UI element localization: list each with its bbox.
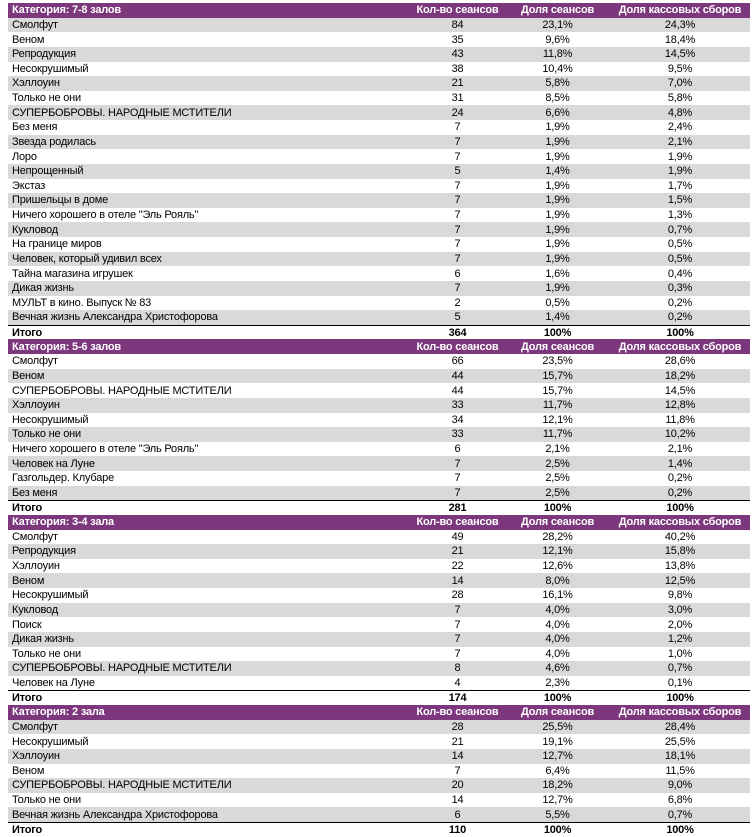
table-row[interactable]: [8, 135, 750, 150]
sessions-count-cell: 8: [454, 662, 461, 675]
movie-title-cell: На границе миров: [12, 238, 102, 251]
section-title: Категория: 7-8 залов: [12, 4, 121, 17]
sessions-share-cell: 9,6%: [545, 33, 570, 46]
table-row[interactable]: [8, 62, 750, 77]
total-row: [8, 500, 750, 515]
box-office-share-cell: 18,4%: [664, 33, 696, 46]
sessions-count-cell: 7: [454, 135, 461, 148]
sessions-count-cell: 7: [454, 603, 461, 616]
box-office-share-cell: 14,5%: [664, 384, 696, 397]
section-title: Категория: 2 зала: [12, 706, 105, 719]
sessions-count-cell: 21: [451, 545, 464, 558]
sessions-share-cell: 12,1%: [542, 413, 573, 426]
table-row[interactable]: [8, 237, 750, 252]
box-office-share-cell: 13,8%: [664, 560, 696, 573]
table-row[interactable]: [8, 764, 750, 779]
sessions-share-cell: 2,1%: [545, 443, 570, 456]
sessions-share-cell: 23,5%: [542, 355, 573, 368]
movie-title-cell: Несокрушимый: [12, 413, 89, 426]
box-office-share-cell: 12,5%: [664, 574, 696, 587]
box-office-share-cell: 0,4%: [667, 267, 693, 280]
total-sessions-share-cell: 100%: [543, 502, 572, 515]
sessions-count-cell: 7: [454, 618, 461, 631]
movie-title-cell: Веном: [12, 574, 45, 587]
sessions-share-cell: 19,1%: [542, 735, 573, 748]
box-office-share-cell: 4,8%: [667, 106, 693, 119]
sessions-share-cell: 1,9%: [545, 121, 570, 134]
box-office-share-cell: 7,0%: [667, 77, 693, 90]
sessions-count-cell: 7: [454, 179, 461, 192]
sessions-share-cell: 11,8%: [542, 48, 573, 61]
column-header-sessions: Кол-во сеансов: [416, 706, 499, 719]
sessions-count-cell: 33: [451, 428, 464, 441]
sessions-count-cell: 7: [454, 121, 461, 134]
movie-title-cell: Ничего хорошего в отеле "Эль Рояль": [12, 209, 199, 222]
sessions-share-cell: 1,9%: [545, 150, 570, 163]
movie-title-cell: Только не они: [12, 428, 81, 441]
table-row[interactable]: [8, 720, 750, 735]
sessions-count-cell: 7: [454, 252, 461, 265]
sessions-share-cell: 1,6%: [545, 267, 570, 280]
table-row[interactable]: [8, 632, 750, 647]
sessions-count-cell: 6: [454, 267, 461, 280]
total-label: Итого: [12, 502, 43, 515]
box-office-share-cell: 2,4%: [667, 121, 693, 134]
sessions-count-cell: 84: [451, 18, 464, 31]
table-row[interactable]: [8, 281, 750, 296]
sessions-share-cell: 0,5%: [545, 296, 570, 309]
table-row[interactable]: [8, 486, 750, 501]
sessions-count-cell: 14: [451, 574, 464, 587]
table-row[interactable]: [8, 676, 750, 691]
sessions-count-cell: 7: [454, 150, 461, 163]
sessions-share-cell: 5,8%: [545, 77, 570, 90]
total-sessions-cell: 364: [448, 326, 467, 339]
sessions-share-cell: 12,7%: [542, 750, 573, 763]
movie-title-cell: Несокрушимый: [12, 735, 89, 748]
sessions-count-cell: 7: [454, 194, 461, 207]
total-label: Итого: [12, 326, 43, 339]
table-row[interactable]: [8, 544, 750, 559]
sessions-count-cell: 24: [451, 106, 464, 119]
movie-title-cell: Дикая жизнь: [12, 633, 74, 646]
box-office-share-cell: 9,0%: [667, 779, 693, 792]
table-row[interactable]: [8, 749, 750, 764]
sessions-share-cell: 4,0%: [545, 603, 570, 616]
table-row[interactable]: [8, 793, 750, 808]
movie-title-cell: МУЛЬТ в кино. Выпуск № 83: [12, 296, 152, 309]
table-row[interactable]: [8, 573, 750, 588]
table-row[interactable]: [8, 47, 750, 62]
total-sessions-share-cell: 100%: [543, 326, 572, 339]
table-row[interactable]: [8, 18, 750, 33]
movie-title-cell: Смолфут: [12, 530, 58, 543]
sessions-share-cell: 6,6%: [545, 106, 570, 119]
sessions-count-cell: 7: [454, 223, 461, 236]
sessions-share-cell: 1,9%: [545, 252, 570, 265]
sessions-count-cell: 49: [451, 530, 464, 543]
sessions-share-cell: 1,9%: [545, 282, 570, 295]
movie-title-cell: Несокрушимый: [12, 589, 89, 602]
movie-title-cell: Дикая жизнь: [12, 282, 74, 295]
sessions-count-cell: 44: [451, 369, 464, 382]
table-row[interactable]: [8, 661, 750, 676]
column-header-sessions: Кол-во сеансов: [416, 4, 499, 17]
box-office-share-cell: 1,7%: [667, 179, 693, 192]
sessions-count-cell: 14: [451, 794, 464, 807]
box-office-share-cell: 1,9%: [667, 165, 693, 178]
table-row[interactable]: [8, 647, 750, 662]
movie-title-cell: Пришельцы в доме: [12, 194, 109, 207]
sessions-count-cell: 7: [454, 457, 461, 470]
sessions-count-cell: 33: [451, 399, 464, 412]
box-office-share-cell: 9,5%: [667, 62, 693, 75]
sessions-count-cell: 28: [451, 720, 464, 733]
total-box-office-share-cell: 100%: [666, 823, 694, 836]
box-office-share-cell: 1,2%: [667, 633, 693, 646]
sessions-count-cell: 34: [451, 413, 464, 426]
column-header-share-box-office: Доля кассовых сборов: [618, 706, 742, 719]
box-office-share-cell: 0,7%: [667, 223, 693, 236]
table-row[interactable]: [8, 617, 750, 632]
sessions-count-cell: 43: [451, 48, 464, 61]
box-office-share-cell: 2,0%: [667, 618, 693, 631]
movie-title-cell: Веном: [12, 764, 45, 777]
box-office-share-cell: 5,8%: [667, 92, 693, 105]
sessions-share-cell: 15,7%: [542, 369, 573, 382]
sessions-share-cell: 1,4%: [545, 311, 570, 324]
movie-title-cell: Хэллоуин: [12, 77, 60, 90]
section-header-row: [8, 515, 750, 530]
table-row[interactable]: [8, 179, 750, 194]
movie-title-cell: Хэллоуин: [12, 399, 60, 412]
movie-title-cell: Поиск: [12, 618, 42, 631]
movie-title-cell: Веном: [12, 369, 45, 382]
table-row[interactable]: [8, 559, 750, 574]
table-row[interactable]: [8, 456, 750, 471]
table-row[interactable]: [8, 442, 750, 457]
box-office-share-cell: 11,5%: [665, 764, 695, 777]
movie-title-cell: Ничего хорошего в отеле "Эль Рояль": [12, 443, 199, 456]
column-header-share-box-office: Доля кассовых сборов: [618, 516, 742, 529]
sessions-count-cell: 7: [454, 486, 461, 499]
sessions-share-cell: 28,2%: [542, 530, 573, 543]
sessions-share-cell: 23,1%: [542, 18, 573, 31]
box-office-share-cell: 0,7%: [667, 662, 693, 675]
movie-title-cell: Человек на Луне: [12, 677, 95, 690]
sessions-share-cell: 1,9%: [545, 209, 570, 222]
sessions-count-cell: 7: [454, 209, 461, 222]
sessions-count-cell: 20: [451, 779, 464, 792]
movie-title-cell: Только не они: [12, 794, 81, 807]
sessions-count-cell: 5: [454, 311, 461, 324]
sessions-share-cell: 25,5%: [542, 720, 573, 733]
total-box-office-share-cell: 100%: [666, 502, 694, 515]
movie-title-cell: Человек, который удивил всех: [12, 252, 162, 265]
box-office-share-cell: 11,8%: [665, 413, 695, 426]
box-office-share-cell: 40,2%: [664, 530, 696, 543]
box-office-share-cell: 14,5%: [664, 48, 696, 61]
box-office-share-cell: 0,3%: [667, 282, 693, 295]
table-row[interactable]: [8, 193, 750, 208]
table-row[interactable]: [8, 383, 750, 398]
total-label: Итого: [12, 823, 43, 836]
movie-title-cell: Смолфут: [12, 18, 58, 31]
movie-title-cell: Кукловод: [12, 603, 58, 616]
column-header-share-box-office: Доля кассовых сборов: [618, 340, 742, 353]
total-sessions-cell: 281: [448, 502, 467, 515]
sessions-share-cell: 1,9%: [545, 194, 570, 207]
column-header-sessions: Кол-во сеансов: [416, 516, 499, 529]
box-office-share-cell: 1,0%: [667, 647, 693, 660]
sessions-count-cell: 6: [454, 808, 461, 821]
table-row[interactable]: [8, 105, 750, 120]
section-header-row: [8, 705, 750, 720]
sessions-count-cell: 2: [454, 296, 461, 309]
box-office-share-cell: 28,6%: [664, 355, 696, 368]
table-row[interactable]: [8, 427, 750, 442]
column-header-share-sessions: Доля сеансов: [520, 706, 595, 719]
total-box-office-share-cell: 100%: [666, 692, 694, 705]
sessions-share-cell: 1,9%: [545, 238, 570, 251]
movie-title-cell: Человек на Луне: [12, 457, 95, 470]
movie-title-cell: Кукловод: [12, 223, 58, 236]
sessions-share-cell: 6,4%: [545, 764, 570, 777]
box-office-share-cell: 18,1%: [664, 750, 696, 763]
movie-title-cell: Только не они: [12, 647, 81, 660]
sessions-count-cell: 14: [451, 750, 464, 763]
box-office-share-cell: 0,5%: [667, 252, 693, 265]
section-header-row: [8, 3, 750, 18]
box-office-share-cell: 1,4%: [667, 457, 693, 470]
table-row[interactable]: [8, 603, 750, 618]
movie-title-cell: СУПЕРБОБРОВЫ. НАРОДНЫЕ МСТИТЕЛИ: [12, 779, 232, 792]
sessions-share-cell: 1,9%: [545, 179, 570, 192]
sessions-count-cell: 22: [451, 560, 464, 573]
sessions-share-cell: 4,0%: [545, 633, 570, 646]
table-row[interactable]: [8, 588, 750, 603]
box-office-share-cell: 0,2%: [667, 472, 693, 485]
box-office-share-cell: 9,8%: [667, 589, 693, 602]
movie-title-cell: Без меня: [12, 121, 58, 134]
sessions-share-cell: 1,4%: [545, 165, 570, 178]
box-office-share-cell: 18,2%: [664, 369, 696, 382]
box-office-share-cell: 0,5%: [667, 238, 693, 251]
sessions-share-cell: 2,5%: [545, 486, 570, 499]
box-office-share-cell: 28,4%: [664, 720, 696, 733]
total-row: [8, 690, 750, 705]
total-sessions-cell: 110: [448, 823, 467, 836]
movie-title-cell: Репродукция: [12, 48, 76, 61]
total-box-office-share-cell: 100%: [666, 326, 694, 339]
column-header-share-box-office: Доля кассовых сборов: [618, 4, 742, 17]
box-office-share-cell: 3,0%: [667, 603, 693, 616]
total-label: Итого: [12, 692, 43, 705]
column-header-share-sessions: Доля сеансов: [520, 516, 595, 529]
sessions-share-cell: 4,0%: [545, 647, 570, 660]
box-office-share-cell: 10,2%: [664, 428, 696, 441]
sessions-count-cell: 7: [454, 764, 461, 777]
box-office-share-cell: 1,3%: [667, 209, 693, 222]
sessions-count-cell: 7: [454, 238, 461, 251]
table-row[interactable]: [8, 369, 750, 384]
total-sessions-share-cell: 100%: [543, 823, 572, 836]
table-row[interactable]: [8, 807, 750, 822]
movie-title-cell: Звезда родилась: [12, 135, 96, 148]
movie-title-cell: Лоро: [12, 150, 37, 163]
sessions-count-cell: 38: [451, 62, 464, 75]
table-row[interactable]: [8, 91, 750, 106]
sessions-count-cell: 5: [454, 165, 461, 178]
box-office-share-cell: 6,8%: [667, 794, 693, 807]
table-row[interactable]: [8, 778, 750, 793]
box-office-share-cell: 1,5%: [667, 194, 693, 207]
sessions-share-cell: 11,7%: [542, 428, 573, 441]
sessions-count-cell: 4: [454, 677, 461, 690]
section-title: Категория: 3-4 зала: [12, 516, 114, 529]
table-row[interactable]: [8, 208, 750, 223]
sessions-share-cell: 4,0%: [545, 618, 570, 631]
sessions-count-cell: 7: [454, 647, 461, 660]
sessions-count-cell: 21: [451, 77, 464, 90]
sessions-share-cell: 4,6%: [545, 662, 570, 675]
table-row[interactable]: [8, 266, 750, 281]
section-title: Категория: 5-6 залов: [12, 340, 121, 353]
sessions-count-cell: 7: [454, 472, 461, 485]
box-office-share-cell: 2,1%: [667, 135, 693, 148]
movie-title-cell: Хэллоуин: [12, 560, 60, 573]
table-row[interactable]: [8, 76, 750, 91]
table-row[interactable]: [8, 222, 750, 237]
total-sessions-share-cell: 100%: [543, 692, 572, 705]
movie-title-cell: Экстаз: [12, 179, 46, 192]
sessions-share-cell: 1,9%: [545, 223, 570, 236]
table-row[interactable]: [8, 354, 750, 369]
table-row[interactable]: [8, 413, 750, 428]
movie-title-cell: Газгольдер. Клубаре: [12, 472, 114, 485]
sessions-count-cell: 21: [451, 735, 464, 748]
sessions-share-cell: 12,6%: [542, 560, 573, 573]
table-row[interactable]: [8, 530, 750, 545]
table-row[interactable]: [8, 734, 750, 749]
sessions-share-cell: 12,1%: [542, 545, 573, 558]
sessions-share-cell: 10,4%: [542, 62, 573, 75]
movie-title-cell: Вечная жизнь Александра Христофорова: [12, 808, 218, 821]
table-row[interactable]: [8, 310, 750, 325]
sessions-share-cell: 2,3%: [545, 677, 570, 690]
movie-title-cell: СУПЕРБОБРОВЫ. НАРОДНЫЕ МСТИТЕЛИ: [12, 106, 232, 119]
sessions-share-cell: 2,5%: [545, 472, 570, 485]
box-office-share-cell: 0,2%: [667, 311, 693, 324]
movie-title-cell: СУПЕРБОБРОВЫ. НАРОДНЫЕ МСТИТЕЛИ: [12, 662, 232, 675]
box-office-share-cell: 15,8%: [664, 545, 696, 558]
box-office-share-cell: 0,1%: [667, 677, 693, 690]
box-office-share-cell: 2,1%: [667, 443, 693, 456]
box-office-share-cell: 25,5%: [664, 735, 696, 748]
column-header-sessions: Кол-во сеансов: [416, 340, 499, 353]
sessions-count-cell: 35: [451, 33, 464, 46]
sessions-share-cell: 8,0%: [545, 574, 570, 587]
box-office-share-cell: 0,7%: [667, 808, 693, 821]
section-header-row: [8, 339, 750, 354]
sessions-share-cell: 15,7%: [542, 384, 573, 397]
table-row[interactable]: [8, 164, 750, 179]
total-sessions-cell: 174: [448, 692, 467, 705]
sessions-share-cell: 1,9%: [545, 135, 570, 148]
column-header-share-sessions: Доля сеансов: [520, 4, 595, 17]
table-row[interactable]: [8, 471, 750, 486]
movie-title-cell: Только не они: [12, 92, 81, 105]
movie-title-cell: Вечная жизнь Александра Христофорова: [12, 311, 218, 324]
total-row: [8, 325, 750, 340]
movie-title-cell: СУПЕРБОБРОВЫ. НАРОДНЫЕ МСТИТЕЛИ: [12, 384, 232, 397]
movie-title-cell: Несокрушимый: [12, 62, 89, 75]
sessions-count-cell: 7: [454, 282, 461, 295]
sessions-share-cell: 16,1%: [542, 589, 573, 602]
table-row[interactable]: [8, 398, 750, 413]
movie-title-cell: Смолфут: [12, 720, 58, 733]
movie-title-cell: Веном: [12, 33, 45, 46]
table-row[interactable]: [8, 149, 750, 164]
box-office-share-cell: 0,2%: [667, 296, 693, 309]
sessions-count-cell: 7: [454, 633, 461, 646]
sessions-share-cell: 5,5%: [545, 808, 570, 821]
sessions-share-cell: 12,7%: [542, 794, 573, 807]
sessions-share-cell: 2,5%: [545, 457, 570, 470]
sessions-share-cell: 18,2%: [542, 779, 573, 792]
sessions-count-cell: 66: [451, 355, 464, 368]
movie-title-cell: Репродукция: [12, 545, 76, 558]
box-office-share-cell: 0,2%: [667, 486, 693, 499]
movie-title-cell: Без меня: [12, 486, 58, 499]
movie-title-cell: Тайна магазина игрушек: [12, 267, 133, 280]
table-row[interactable]: [8, 32, 750, 47]
movie-title-cell: Непрощенный: [12, 165, 84, 178]
sessions-count-cell: 44: [451, 384, 464, 397]
column-header-share-sessions: Доля сеансов: [520, 340, 595, 353]
table-row[interactable]: [8, 120, 750, 135]
sessions-share-cell: 11,7%: [542, 399, 573, 412]
box-office-share-cell: 12,8%: [664, 399, 696, 412]
total-row: [8, 822, 750, 837]
sessions-share-cell: 8,5%: [545, 92, 570, 105]
sessions-count-cell: 6: [454, 443, 461, 456]
movie-title-cell: Хэллоуин: [12, 750, 60, 763]
sessions-count-cell: 31: [451, 92, 464, 105]
movie-title-cell: Смолфут: [12, 355, 58, 368]
box-office-share-cell: 1,9%: [667, 150, 693, 163]
sessions-count-cell: 28: [451, 589, 464, 602]
table-row[interactable]: [8, 296, 750, 311]
table-row[interactable]: [8, 252, 750, 267]
box-office-share-cell: 24,3%: [664, 18, 696, 31]
